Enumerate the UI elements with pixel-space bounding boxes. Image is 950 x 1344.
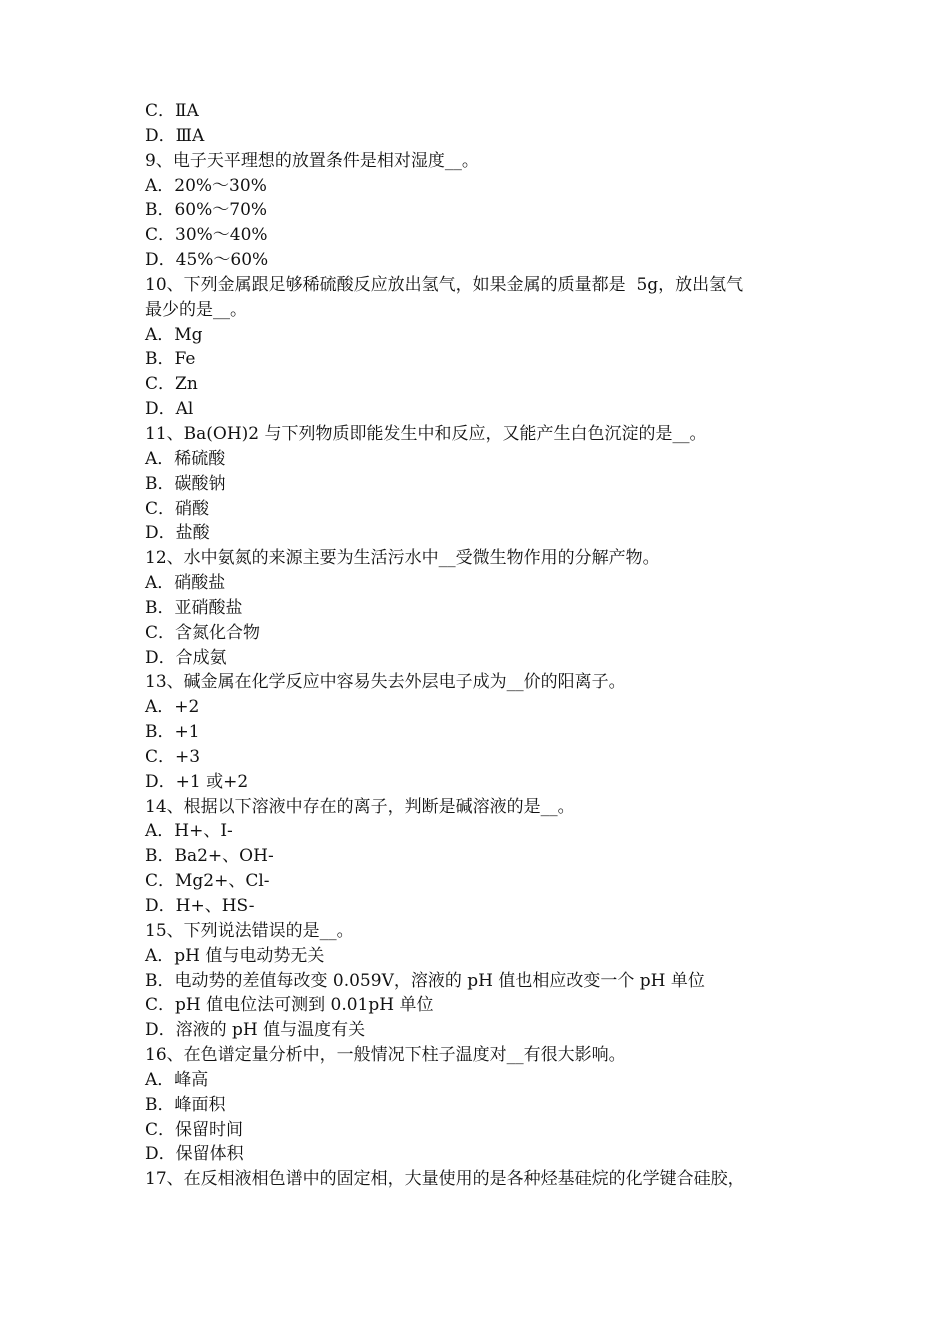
text-line: A．H+、I- [145, 821, 233, 842]
text-line: A．Mg [145, 324, 203, 345]
text-line: D．45%～60% [145, 250, 269, 271]
text-line: C．含氮化合物 [145, 622, 261, 643]
text-line: A．峰高 [145, 1069, 209, 1090]
text-line: 10、下列金属跟足够稀硫酸反应放出氢气，如果金属的质量都是 5g，放出氢气 [145, 274, 744, 295]
text-line: D．+1 或+2 [145, 771, 249, 792]
text-line: D．Al [145, 399, 194, 420]
text-line: B．电动势的差值每改变 0.059V，溶液的 pH 值也相应改变一个 pH 单位 [145, 970, 705, 991]
text-line: A．pH 值与电动势无关 [145, 945, 325, 966]
text-line: B．亚硝酸盐 [145, 597, 243, 618]
text-line: A．20%～30% [145, 175, 267, 196]
text-line: B．+1 [145, 722, 200, 743]
text-line: B．Fe [145, 349, 196, 370]
text-line: A．+2 [145, 697, 200, 718]
text-line: C．Zn [145, 374, 198, 395]
text-line: D．ⅢA [145, 125, 205, 146]
text-line: A．硝酸盐 [145, 573, 226, 594]
text-line: D．保留体积 [145, 1144, 244, 1165]
text-line: 最少的是__。 [145, 299, 247, 320]
text-line: C．ⅡA [145, 101, 199, 121]
text-line: B．碳酸钠 [145, 473, 226, 494]
text-line: A．稀硫酸 [145, 448, 226, 469]
text-line: 17、在反相液相色谱中的固定相，大量使用的是各种烃基硅烷的化学键合硅胶， [145, 1169, 745, 1190]
text-line: 9、电子天平理想的放置条件是相对湿度__。 [145, 150, 479, 171]
text-line: 14、根据以下溶液中存在的离子，判断是碱溶液的是__。 [145, 796, 575, 817]
text-line: D．盐酸 [145, 523, 210, 544]
text-line: C．pH 值电位法可测到 0.01pH 单位 [145, 995, 434, 1016]
text-line: C．+3 [145, 746, 201, 767]
text-line: D．合成氨 [145, 647, 227, 668]
text-line: B．峰面积 [145, 1094, 226, 1115]
text-line: 11、Ba(OH)2 与下列物质即能发生中和反应，又能产生白色沉淀的是__。 [145, 423, 707, 444]
text-line: B．60%～70% [145, 200, 268, 221]
text-line: C．硝酸 [145, 498, 210, 519]
text-line: 12、水中氨氮的来源主要为生活污水中__受微生物作用的分解产物。 [145, 548, 660, 569]
text-line: C．Mg2+、Cl- [145, 871, 270, 892]
text-line: C．30%～40% [145, 225, 268, 246]
text-line: 15、下列说法错误的是__。 [145, 920, 354, 941]
document-text [145, 99, 815, 1192]
text-line: B．Ba2+、OH- [145, 846, 274, 867]
text-line: D．H+、HS- [145, 896, 255, 916]
text-line: 13、碱金属在化学反应中容易失去外层电子成为__价的阳离子。 [145, 672, 626, 693]
text-line: C．保留时间 [145, 1119, 244, 1140]
text-line: 16、在色谱定量分析中，一般情况下柱子温度对__有很大影响。 [145, 1045, 626, 1066]
text-line: D．溶液的 pH 值与温度有关 [145, 1020, 366, 1041]
